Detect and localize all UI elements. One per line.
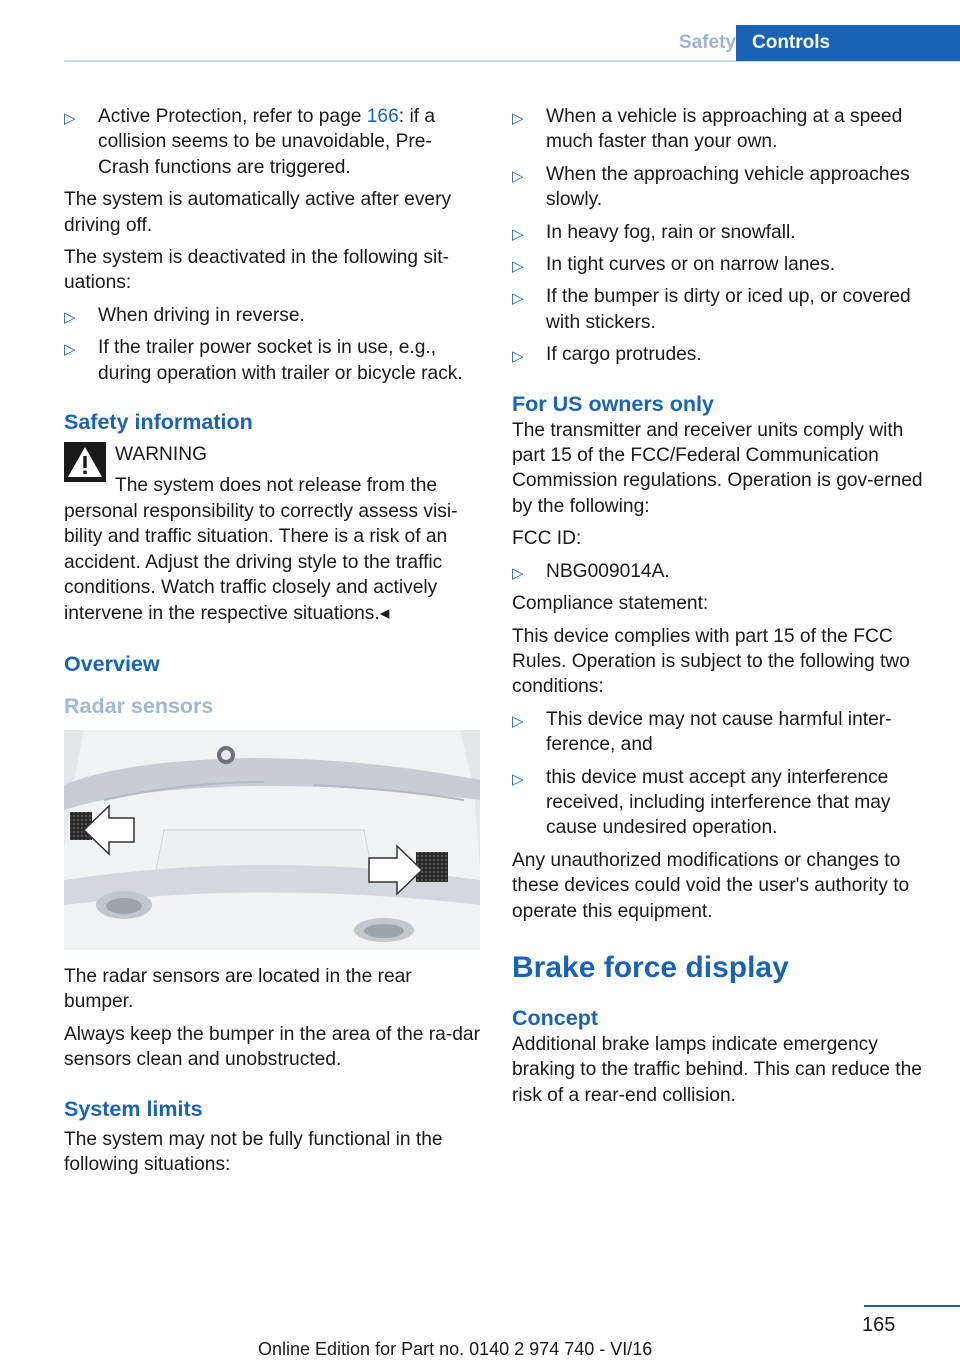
list-item (512, 559, 932, 584)
list-item (64, 104, 480, 180)
bullet-text-suffix: : if a collision seems to be unavoidable, Pre-Crash functions are triggered. (98, 106, 436, 178)
bullet-text: In tight curves or on narrow lanes. (546, 254, 836, 276)
paragraph: This device complies with part 15 of the FCC Rules. Operation is subject to the following two conditions: (512, 625, 910, 698)
tab-safety[interactable]: Safety (678, 32, 736, 53)
paragraph: The system is deactivated in the following sit-uations: (64, 247, 449, 294)
warning-title: WARNING (115, 444, 208, 466)
tab-controls[interactable]: Controls (736, 25, 960, 61)
triangle-bullet-icon: ▷ (512, 348, 524, 366)
section-heading: For US owners only (512, 391, 714, 416)
section-heading: System limits (64, 1096, 203, 1121)
left-column (64, 104, 480, 1184)
bullet-text: When driving in reverse. (98, 304, 305, 326)
paragraph: The transmitter and receiver units comply with part 15 of the FCC/Federal Communication Commission regulations. Operation is gov-erned by the following: (512, 419, 923, 517)
bullet-text: When a vehicle is approaching at a speed much faster than your own. (546, 106, 903, 153)
paragraph: Always keep the bumper in the area of the ra-dar sensors clean and unobstructed. (64, 1023, 480, 1071)
list-item (512, 765, 932, 841)
list-item (512, 284, 932, 335)
bullet-text: When the approaching vehicle approaches slowly. (546, 163, 910, 211)
bullet-text: In heavy fog, rain or snowfall. (546, 221, 796, 243)
rear-bumper-illustration (64, 730, 480, 950)
section-heading: Safety information (64, 410, 253, 435)
list-item (512, 342, 932, 367)
radar-sensor-figure (64, 730, 480, 950)
paragraph: Any unauthorized modifications or changes to these devices could void the user's authority to operate this equipment. (512, 849, 910, 922)
bullet-text: If the bumper is dirty or iced up, or covered with stickers. (546, 286, 911, 333)
warning-icon (64, 442, 106, 482)
triangle-bullet-icon: ▷ (64, 110, 76, 127)
triangle-bullet-icon: ▷ (512, 564, 524, 582)
paragraph: The system may not be fully functional in the following situations: (64, 1128, 443, 1175)
section-heading: Concept (512, 1005, 598, 1030)
bullet-text-prefix: Active Protection, refer to page (98, 106, 367, 127)
bullet-text: If the trailer power socket is in use, e.g., during operation with trailer or bicycle rack. (98, 337, 463, 384)
triangle-bullet-icon: ▷ (512, 770, 524, 788)
subsection-heading: Radar sensors (64, 693, 214, 718)
bullet-text: this device must accept any interference received, including interference that may cause undesired operation. (546, 766, 891, 839)
triangle-bullet-icon: ▷ (512, 225, 524, 243)
chapter-heading: Brake force display (512, 950, 789, 984)
list-item (64, 335, 480, 386)
triangle-bullet-icon: ▷ (512, 167, 524, 185)
list-item (512, 252, 932, 277)
list-item (64, 303, 480, 328)
paragraph: Additional brake lamps indicate emergency braking to the traffic behind. This can reduce the risk of a rear-end collision. (512, 1033, 922, 1106)
compliance-label: Compliance statement: (512, 593, 709, 615)
section-heading: Overview (64, 651, 160, 676)
list-item (512, 104, 932, 155)
paragraph: The system is automatically active after every driving off. (64, 189, 452, 236)
footer-rule (864, 1305, 960, 1307)
warning-block (64, 442, 480, 626)
list-item (512, 707, 932, 758)
list-item (512, 162, 932, 213)
triangle-bullet-icon: ▷ (512, 110, 524, 127)
page-number: 165 (862, 1314, 896, 1336)
triangle-bullet-icon: ▷ (512, 712, 524, 730)
paragraph: The radar sensors are located in the rear bumper. (64, 965, 412, 1013)
bullet-text: If cargo protrudes. (546, 344, 702, 366)
bullet-text: This device may not cause harmful inter-ference, and (546, 708, 892, 756)
triangle-bullet-icon: ▷ (512, 290, 524, 308)
edition-footer: Online Edition for Part no. 0140 2 974 740 - VI/16 (258, 1339, 653, 1359)
warning-first-line: The system does not release from the (115, 475, 438, 497)
warning-text: personal responsibility to correctly assess visi-bility and traffic situation. There is a risk of an accident. Adjust the driving style to the traffic conditions. Watch traffic closely and actively intervene in the respective situations.◂ (64, 500, 458, 624)
triangle-bullet-icon: ▷ (512, 258, 524, 276)
triangle-bullet-icon: ▷ (64, 308, 76, 326)
page-link[interactable]: 166 (366, 106, 399, 127)
triangle-bullet-icon: ▷ (64, 341, 76, 359)
list-item (512, 220, 932, 245)
bullet-text: NBG009014A. (546, 560, 670, 582)
right-column (512, 104, 932, 1115)
fcc-id-label: FCC ID: (512, 528, 582, 550)
